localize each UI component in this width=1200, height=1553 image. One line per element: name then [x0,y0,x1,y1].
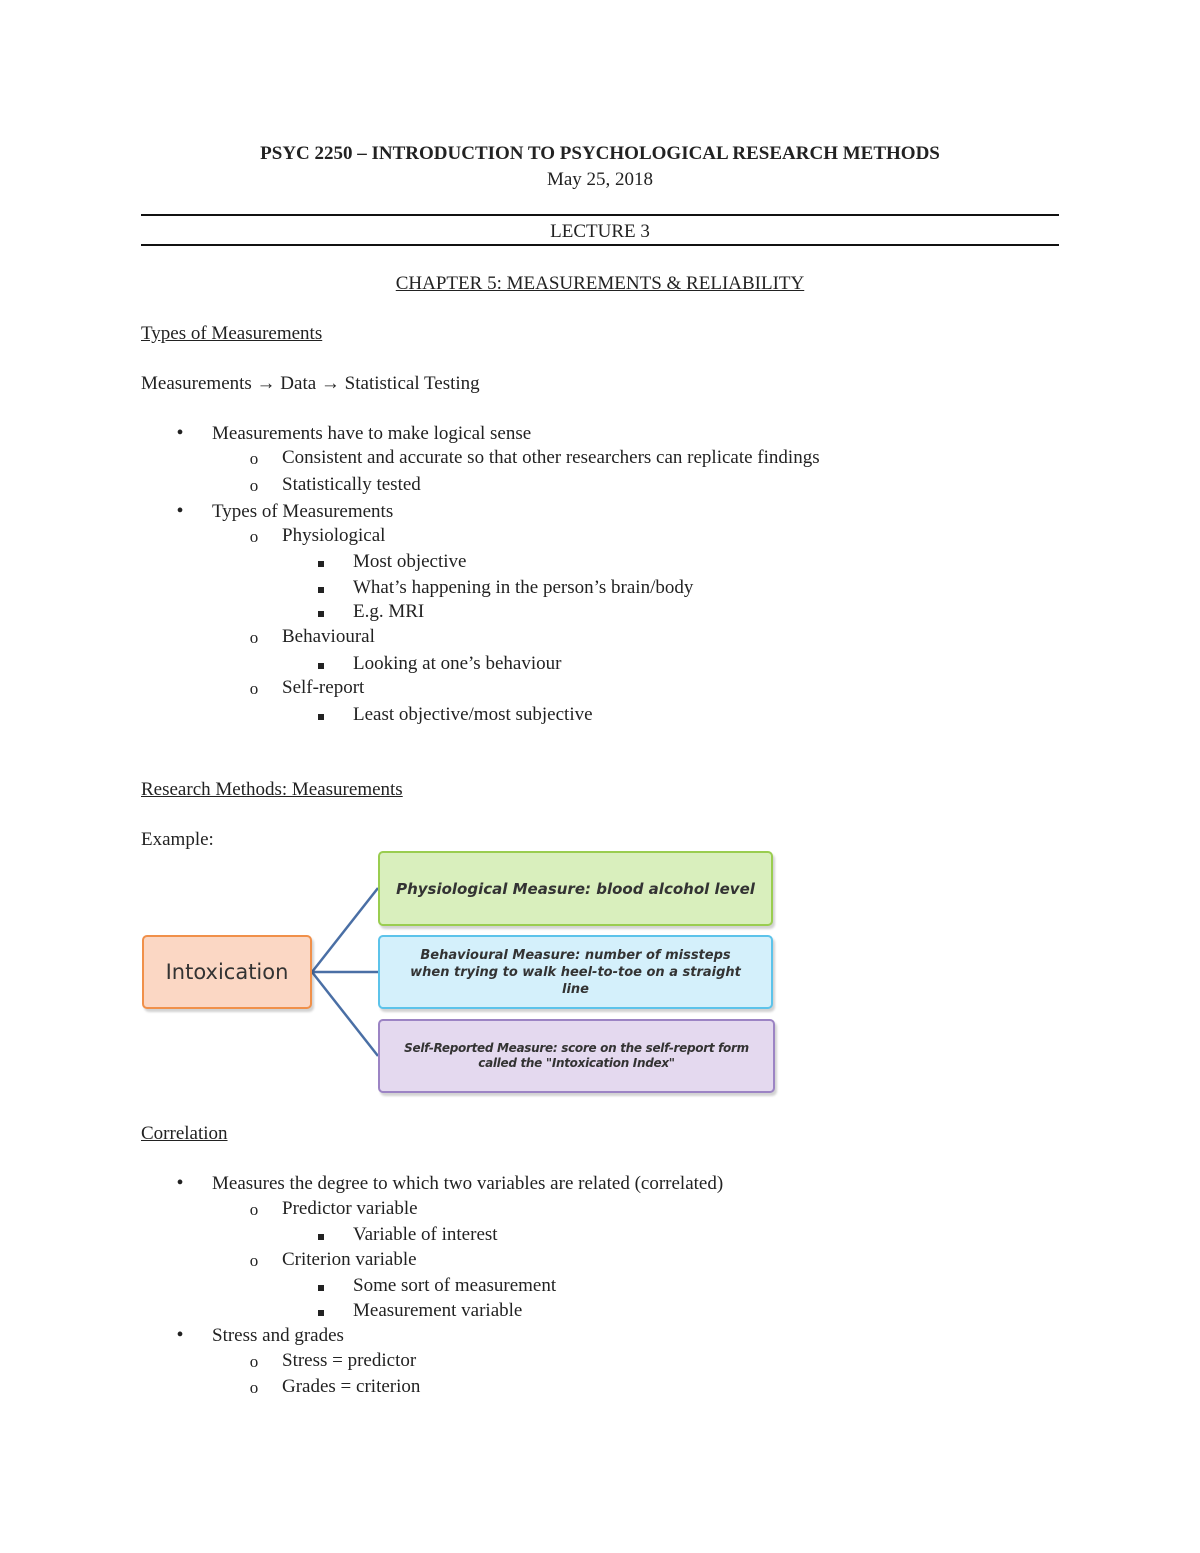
list-item: Measurements have to make logical sense [212,423,532,444]
section-heading-research-methods: Research Methods: Measurements [141,779,403,800]
list-item: Measurement variable [353,1300,523,1321]
diagram-node-physiological [378,851,773,926]
square-bullet-icon [311,1224,331,1246]
circle-bullet-icon: o [249,628,259,647]
list-item: Grades = criterion [282,1376,421,1397]
circle-bullet-icon: o [249,1378,259,1397]
list-item: E.g. MRI [353,601,425,622]
section-heading-correlation: Correlation [141,1123,228,1144]
chapter-title: CHAPTER 5: MEASUREMENTS & RELIABILITY [395,273,805,294]
bullet-icon: • [176,1324,184,1346]
list-item: Stress = predictor [282,1350,417,1371]
diagram-node-label: Behavioural Measure: number of missteps when trying to walk heel-to-toe on a straight line [410,947,741,997]
lecture-number: LECTURE 3 [550,221,650,242]
diagram-root-label: Intoxication [165,960,289,984]
square-bullet-icon [311,1275,331,1297]
list-item: Consistent and accurate so that other researchers can replicate findings [282,447,820,468]
circle-bullet-icon: o [249,1200,259,1219]
diagram-node-behavioural [378,935,773,1009]
list-item: Criterion variable [282,1249,417,1270]
list-item: Self-report [282,677,365,698]
list-item: Physiological [282,525,386,546]
bullet-icon: • [176,1172,184,1194]
circle-bullet-icon: o [249,527,259,546]
list-item: Most objective [353,551,467,572]
bullet-icon: • [176,500,184,522]
connector-line-self-report [312,972,378,1056]
circle-bullet-icon: o [249,449,259,468]
connector-line-physiological [312,888,378,972]
lecture-date: May 25, 2018 [546,169,654,190]
bullet-icon: • [176,422,184,444]
list-item: Stress and grades [212,1325,344,1346]
circle-bullet-icon: o [249,1352,259,1371]
diagram-root-intoxication [142,935,312,1009]
circle-bullet-icon: o [249,476,259,495]
list-item: Predictor variable [282,1198,418,1219]
list-item: Some sort of measurement [353,1275,557,1296]
list-item: Types of Measurements [212,501,394,522]
list-item: Measures the degree to which two variables are related (correlated) [212,1173,724,1194]
list-item: Behavioural [282,626,375,647]
list-item: What’s happening in the person’s brain/body [353,577,694,598]
diagram-node-label: Physiological Measure: blood alcohol level [396,879,755,898]
list-item: Looking at one’s behaviour [353,653,562,674]
list-item: Least objective/most subjective [353,704,593,725]
diagram-node-label: Self-Reported Measure: score on the self-report form called the "Intoxication Index" [404,1041,749,1070]
circle-bullet-icon: o [249,679,259,698]
example-label: Example: [141,829,214,850]
square-bullet-icon [311,1300,331,1322]
circle-bullet-icon: o [249,1251,259,1270]
list-item: Variable of interest [353,1224,498,1245]
course-title: PSYC 2250 – INTRODUCTION TO PSYCHOLOGICAL RESEARCH METHODS [260,143,940,164]
section-heading-types: Types of Measurements [141,323,323,344]
measurement-flow: Measurements → Data → Statistical Testing [141,373,480,394]
diagram-node-self-report [378,1019,775,1093]
list-item: Statistically tested [282,474,421,495]
